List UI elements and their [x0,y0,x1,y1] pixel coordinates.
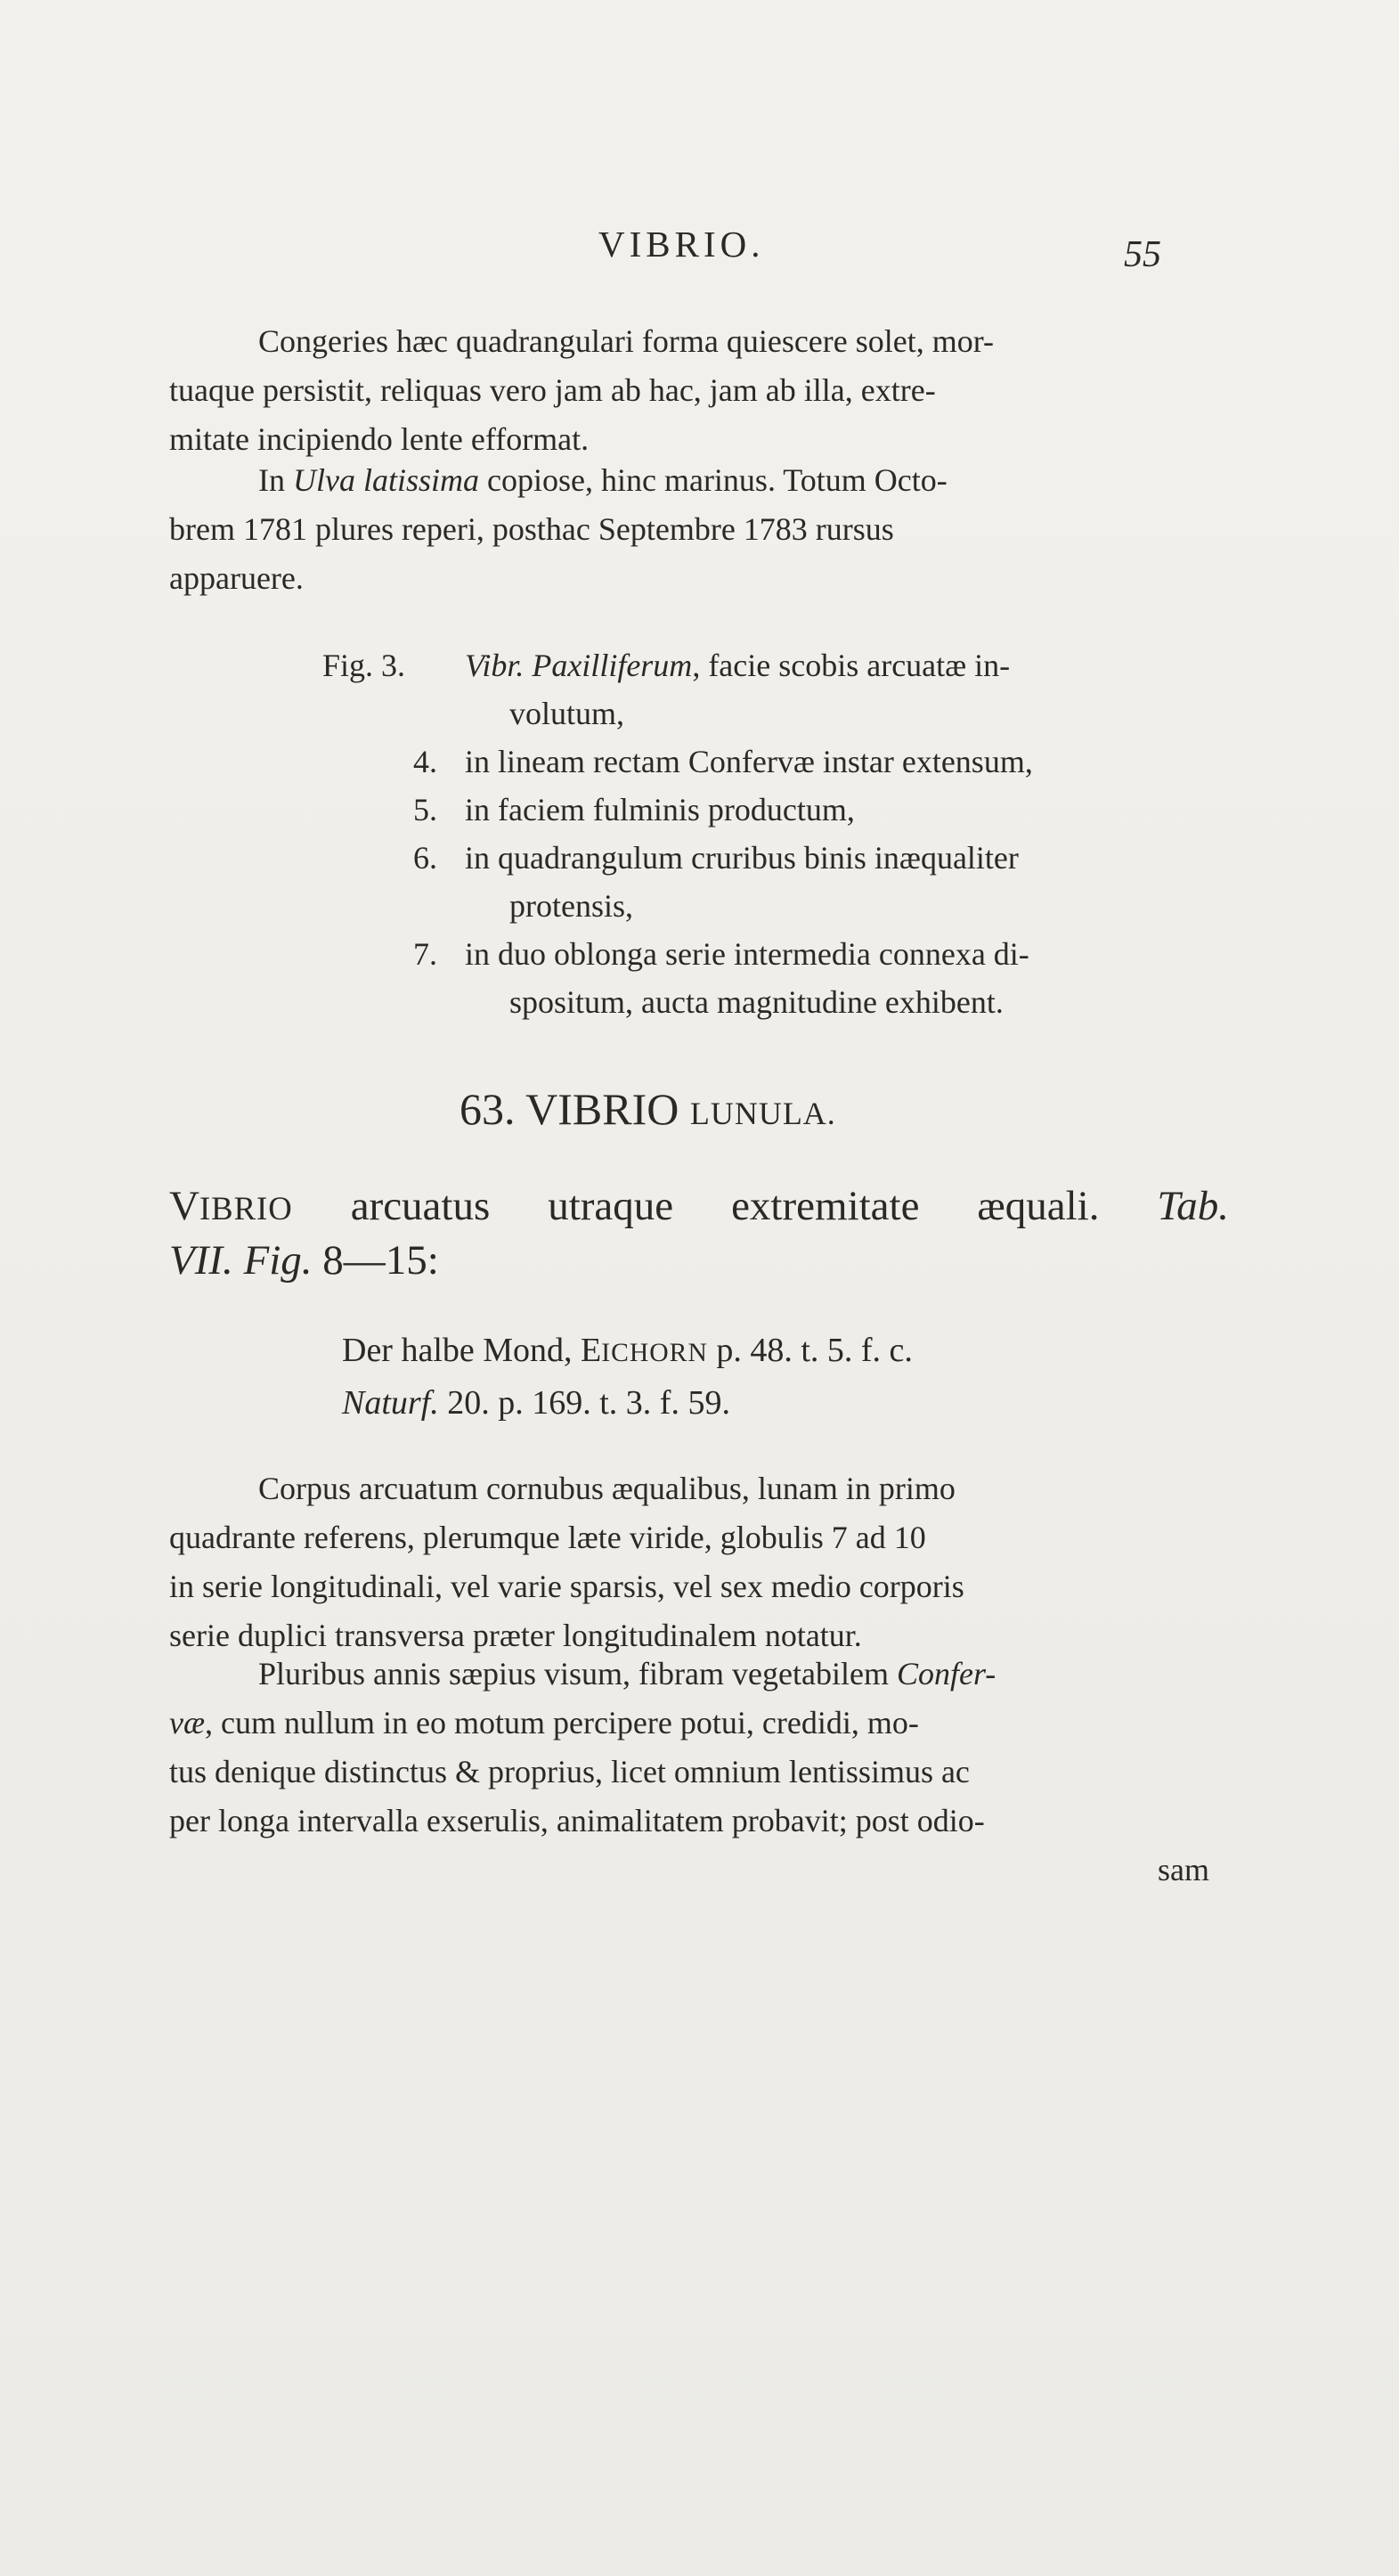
taxon-name: væ [169,1705,205,1740]
author-name: ICHORN [601,1339,708,1367]
genus-name: VIBRIO [525,1084,679,1134]
running-header: VIBRIO. [598,224,765,265]
species-heading [460,1083,836,1135]
species-diagnosis [169,1180,1229,1286]
text-span: V [169,1183,199,1229]
text-span: Pluribus annis sæpius visum, fibram vegetabilem [258,1656,889,1692]
text-line [169,1650,1229,1699]
text-line: in serie longitudinali, vel varie sparsis, vel sex medio corporis [169,1569,964,1604]
text-line [342,1378,913,1428]
text-line [169,1235,1229,1286]
text-span: In [258,462,285,498]
taxon-name: Confer- [896,1656,996,1692]
figure-item [322,930,1213,1026]
text-span: , facie scobis arcuatæ in- [692,648,1011,683]
text-line: tuaque persistit, reliquas vero jam ab hac, jam ab illa, extre- [169,372,936,408]
text-line: in lineam rectam Confervæ instar extensum, [465,744,1033,779]
synonymy-references [342,1325,913,1428]
text-line: Corpus arcuatum cornubus æqualibus, lunam in primo [258,1471,956,1506]
species-epithet: LUNULA. [689,1096,836,1131]
text-span: 8—15: [322,1237,439,1284]
text-span: arcuatus utraque extremitate æquali. [350,1183,1100,1229]
figure-item [322,786,1213,834]
text-line: volutum, [509,696,625,731]
text-line [169,1180,1229,1235]
taxon-name: Ulva latissima [293,462,480,498]
text-span: Der halbe Mond, [342,1332,573,1369]
text-line: serie duplici transversa præter longitudinalem notatur. [169,1618,862,1653]
text-line [169,1699,1229,1748]
text-span: p. 48. t. 5. f. c. [716,1332,913,1369]
text-line: Congeries hæc quadrangulari forma quiescere solet, mor- [258,323,994,359]
figure-lead: Fig. 3. [322,648,406,683]
text-line: in quadrangulum cruribus binis inæqualiter [465,840,1019,876]
text-line: brem 1781 plures reperi, posthac Septembre 1783 rursus [169,511,894,547]
author-name: E [581,1332,602,1369]
text-line: per longa intervalla exserulis, animalitatem probavit; post odio- [169,1803,985,1838]
text-line: in duo oblonga serie intermedia connexa di- [465,936,1029,972]
plate-reference: Tab. [1157,1183,1229,1229]
figure-number: 4. [413,744,437,779]
figure-captions [322,641,1213,1026]
figure-item [322,641,1213,738]
figure-number: 7. [413,936,437,972]
figure-number: 6. [413,840,437,876]
text-span: copiose, hinc marinus. Totum Octo- [487,462,948,498]
journal-name: Naturf. [342,1384,439,1422]
figure-item [322,834,1213,930]
text-line: spositum, aucta magnitudine exhibent. [509,984,1004,1020]
paragraph-corpus [169,1464,1229,1660]
text-line: apparuere. [169,560,304,596]
text-span: 20. p. 169. t. 3. f. 59. [447,1384,730,1422]
paragraph-pluribus [169,1650,1229,1895]
text-line [169,456,1229,505]
plate-reference: VII. Fig. [169,1237,313,1284]
figure-number: 5. [413,792,437,827]
text-line: tus denique distinctus & proprius, licet omnium lentissimus ac [169,1754,970,1789]
text-span: , cum nullum in eo motum percipere potui, credidi, mo- [205,1705,919,1740]
page-number: 55 [1124,234,1161,275]
text-line: mitate incipiendo lente efformat. [169,421,590,457]
text-line [342,1332,913,1369]
text-span: IBRIO [199,1190,293,1227]
text-line: in faciem fulminis productum, [465,792,855,827]
figure-item [322,738,1213,786]
paragraph-habitat [169,456,1229,603]
text-line: protensis, [509,888,633,924]
paragraph-congeries [169,317,1229,464]
catchword: sam [1158,1852,1209,1887]
taxon-name: Vibr. Paxilliferum [465,648,693,683]
species-number: 63. [460,1084,516,1134]
text-line: quadrante referens, plerumque læte viride, globulis 7 ad 10 [169,1520,926,1555]
